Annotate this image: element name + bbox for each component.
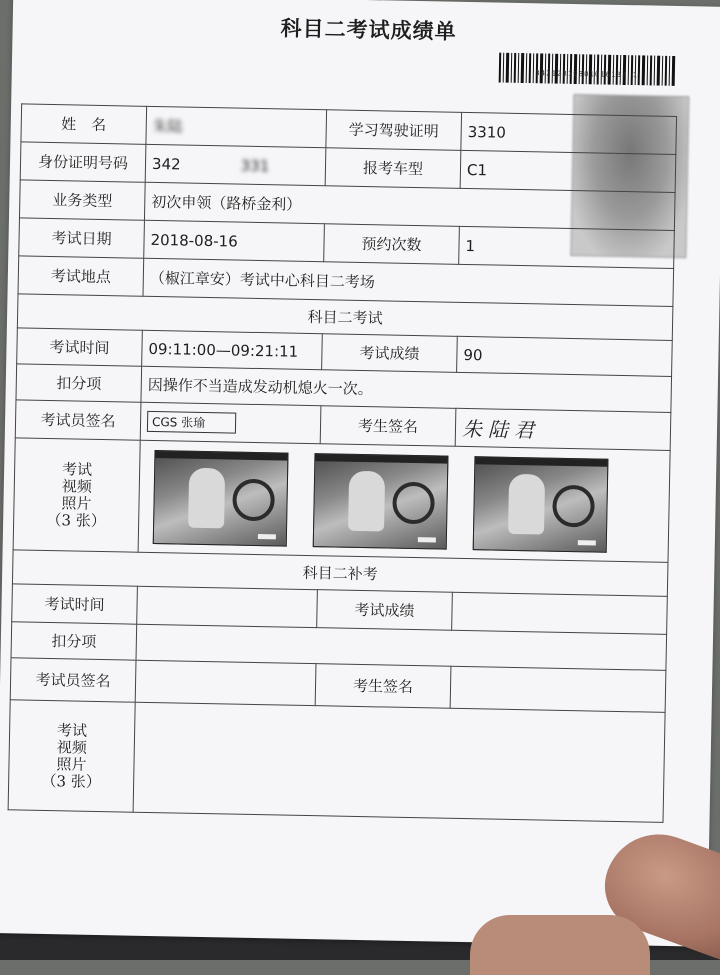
exam-video-photo <box>313 453 449 550</box>
exam-video-photo <box>473 456 609 553</box>
exam-time-label: 考试时间 <box>17 328 143 366</box>
examiner-label: 考试员签名 <box>15 400 141 440</box>
candidate-signature-label: 考生签名 <box>320 406 456 447</box>
retake-exam-time-value <box>137 586 318 627</box>
section-retake-heading: 科目二补考 <box>12 550 668 597</box>
exam-date-label: 考试日期 <box>19 218 145 258</box>
retake-exam-time-label: 考试时间 <box>12 584 138 624</box>
id-number-tail: 331 <box>240 156 270 175</box>
license-cert-label: 学习驾驶证明 <box>326 110 462 151</box>
barcode-number: 34212319801016133 1 <box>535 69 639 80</box>
exam-score-label: 考试成绩 <box>322 334 458 373</box>
business-type-label: 业务类型 <box>19 180 145 220</box>
retake-examiner-label: 考试员签名 <box>10 658 136 702</box>
score-form-table <box>8 103 677 822</box>
exam-score-value: 90 <box>457 336 673 376</box>
deduction-value: 因操作不当造成发动机熄火一次。 <box>141 366 672 412</box>
retake-candidate-signature-value <box>450 666 666 712</box>
vehicle-type-value: C1 <box>460 150 676 192</box>
retake-deduction-label: 扣分项 <box>11 622 137 660</box>
page-title: 科目二考试成绩单 <box>280 16 457 44</box>
retake-photos-label: 考试 视频 照片 （3 张） <box>8 700 135 812</box>
exam-photos <box>138 440 670 562</box>
appointment-count-value: 1 <box>459 226 675 268</box>
license-cert-value: 3310 <box>467 122 507 142</box>
examiner-signature: CGS 张瑜 <box>147 411 237 434</box>
exam-date-value: 2018-08-16 <box>144 220 325 261</box>
exam-video-photo <box>153 450 289 547</box>
name-label: 姓 名 <box>21 104 147 144</box>
exam-photos-label: 考试 视频 照片 （3 张） <box>13 438 140 552</box>
exam-location-value: （椒江章安）考试中心科目二考场 <box>143 258 674 306</box>
business-type-value: 初次申领（路桥金利） <box>144 182 675 230</box>
retake-examiner-value <box>135 660 316 705</box>
retake-score-label: 考试成绩 <box>317 590 453 631</box>
retake-candidate-signature-label: 考生签名 <box>315 664 451 709</box>
appointment-count-label: 预约次数 <box>324 224 460 265</box>
name-value: 朱陆 <box>152 116 183 136</box>
deduction-label: 扣分项 <box>16 364 142 402</box>
id-number-value: 342 <box>151 154 181 173</box>
vehicle-type-label: 报考车型 <box>325 148 461 189</box>
candidate-signature: 朱陆君 <box>461 416 541 443</box>
exam-time-value: 09:11:00—09:21:11 <box>142 330 323 369</box>
section-exam-heading: 科目二考试 <box>17 294 673 341</box>
retake-photos <box>133 702 665 822</box>
retake-score-value <box>452 592 668 634</box>
hand-holding-paper <box>470 915 650 975</box>
exam-location-label: 考试地点 <box>18 256 144 296</box>
id-number-label: 身份证明号码 <box>20 142 146 182</box>
